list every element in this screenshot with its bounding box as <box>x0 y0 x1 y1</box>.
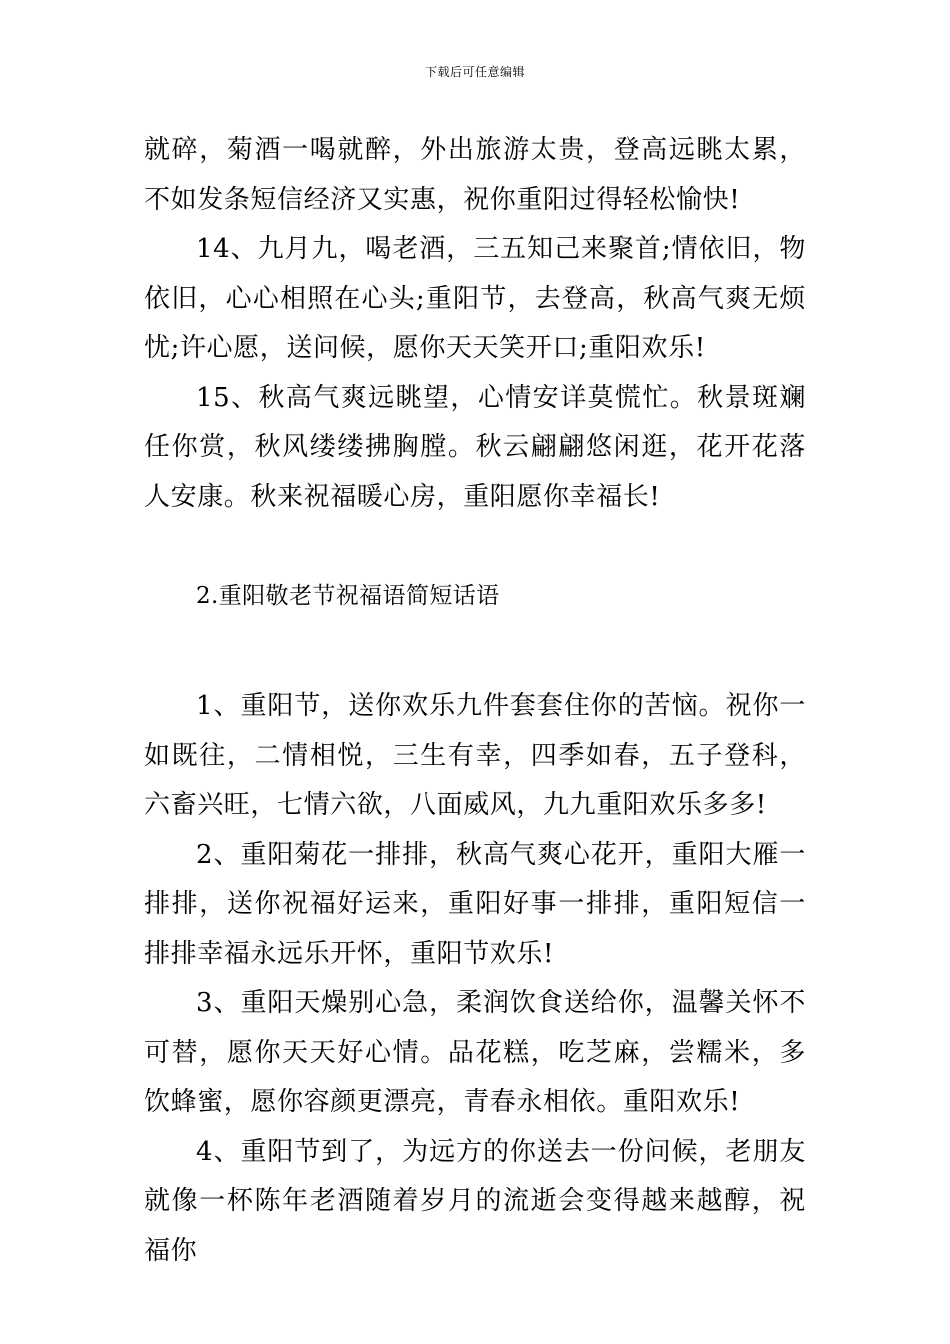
spacer <box>144 611 806 682</box>
paragraph-item-14: 14、九月九，喝老酒，三五知己来聚首;情依旧，物依旧，心心相照在心头;重阳节，去登高，秋高气爽无烦忧;许心愿，送问候，愿你天天笑开口;重阳欢乐! <box>144 234 806 363</box>
paragraph-item-3: 3、重阳天燥别心急，柔润饮食送给你，温馨关怀不可替，愿你天天好心情。品花糕，吃芝麻，尝糯米，多饮蜂蜜，愿你容颜更漂亮，青春永相依。重阳欢乐! <box>144 988 806 1117</box>
section-heading: 2.重阳敬老节祝福语简短话语 <box>196 583 500 609</box>
paragraph-continuation: 就碎，菊酒一喝就醉，外出旅游太贵，登高远眺太累，不如发条短信经济又实惠，祝你重阳过得轻松愉快! <box>144 135 806 215</box>
paragraph-item-15: 15、秋高气爽远眺望，心情安详莫慌忙。秋景斑斓任你赏，秋风缕缕拂胸膛。秋云翩翩悠闲逛，花开花落人安康。秋来祝福暖心房，重阳愿你幸福长! <box>144 382 806 512</box>
paragraph-item-1: 1、重阳节，送你欢乐九件套套住你的苦恼。祝你一如既往，二情相悦，三生有幸，四季如春，五子登科，六畜兴旺，七情六欲，八面威风，九九重阳欢乐多多! <box>144 691 806 820</box>
spacer <box>144 522 806 581</box>
page-header: 下载后可任意编辑 <box>424 65 525 79</box>
document-body <box>144 126 806 1276</box>
paragraph-item-2: 2、重阳菊花一排排，秋高气爽心花开，重阳大雁一排排，送你祝福好运来，重阳好事一排排，重阳短信一排排幸福永远乐开怀，重阳节欢乐! <box>144 839 806 969</box>
paragraph-item-4: 4、重阳节到了，为远方的你送去一份问候，老朋友就像一杯陈年老酒随着岁月的流逝会变得越来越醇，祝福你 <box>144 1136 806 1266</box>
